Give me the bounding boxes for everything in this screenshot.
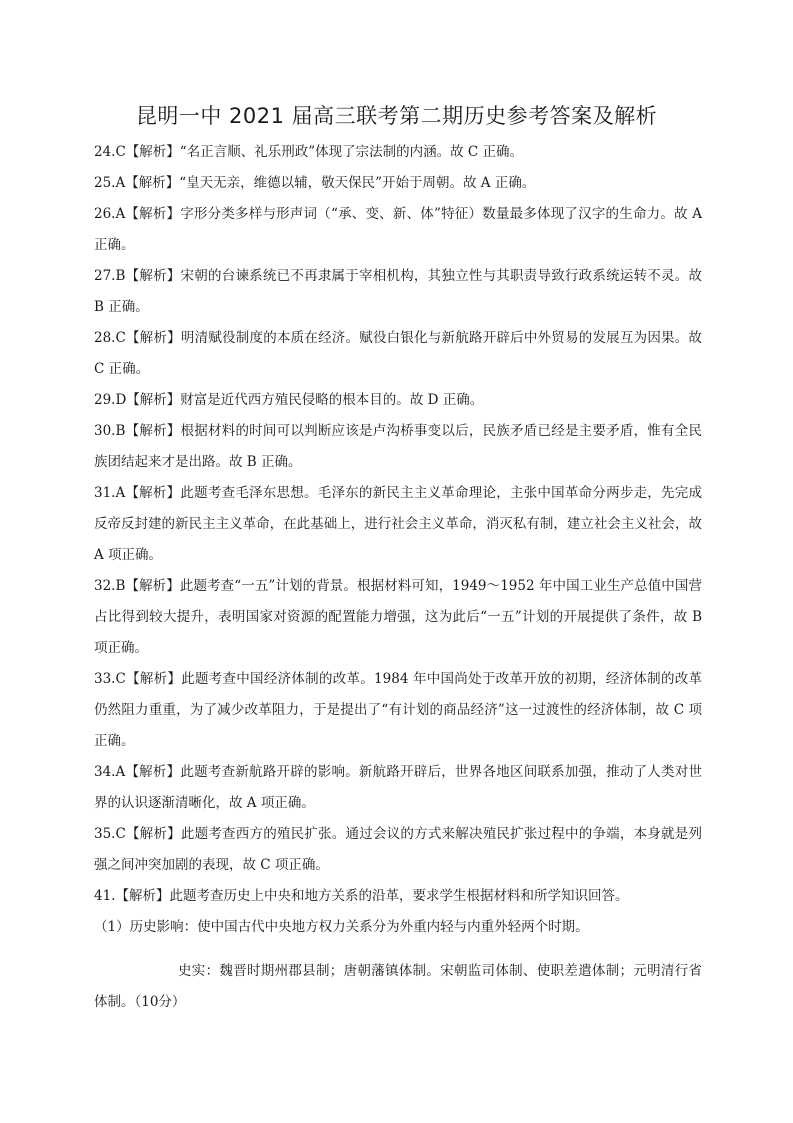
answer-30: 30.B【解析】根据材料的时间可以判断应该是卢沟桥事变以后，民族矛盾已经是主要矛盾，惟有全民族团结起来才是出路。故 B 正确。: [94, 423, 702, 470]
answer-31: 31.A【解析】此题考查毛泽东思想。毛泽东的新民主主义革命理论，主张中国革命分两步走，先完成反帝反封建的新民主主义革命，在此基础上，进行社会主义革命，消灭私有制，建立社会主义社会，故 A 项正确。: [94, 485, 702, 563]
answer-27: 27.B【解析】宋朝的台谏系统已不再隶属于宰相机构，其独立性与其职责导致行政系统运转不灵。故 B 正确。: [94, 268, 702, 315]
answer-26: 26.A【解析】字形分类多样与形声词（“承、变、新、体”特征）数量最多体现了汉字的生命力。故 A 正确。: [94, 206, 702, 253]
answer-25: 25.A【解析】“皇天无亲，维德以辅，敬天保民”开始于周朝。故 A 正确。: [94, 175, 536, 191]
answer-41: 41.【解析】此题考查历史上中央和地方关系的沿革，要求学生根据材料和所学知识回答。: [94, 888, 629, 904]
answer-41-part1: （1）历史影响：使中国古代中央地方权力关系分为外重内轻与内重外轻两个时期。: [94, 919, 589, 935]
answer-29: 29.D【解析】财富是近代西方殖民侵略的根本目的。故 D 正确。: [94, 392, 484, 408]
answer-24: 24.C【解析】“名正言顺、礼乐刑政”体现了宗法制的内涵。故 C 正确。: [94, 144, 524, 160]
answer-41-facts: 史实：魏晋时期州郡县制；唐朝藩镇体制。宋朝监司体制、使职差遣体制；元明清行省体制。（10分）: [94, 963, 702, 1010]
answer-33: 33.C【解析】此题考查中国经济体制的改革。1984 年中国尚处于改革开放的初期，经济体制的改革仍然阻力重重，为了减少改革阻力，于是提出了“有计划的商品经济”这一过渡性的经济体制，故 C 项正确。: [94, 671, 702, 749]
answer-35: 35.C【解析】此题考查西方的殖民扩张。通过会议的方式来解决殖民扩张过程中的争端，本身就是列强之间冲突加剧的表现，故 C 项正确。: [94, 826, 702, 873]
answer-28: 28.C【解析】明清赋役制度的本质在经济。赋役白银化与新航路开辟后中外贸易的发展互为因果。故 C 正确。: [94, 330, 702, 377]
answer-32: 32.B【解析】此题考查“一五”计划的背景。根据材料可知，1949～1952 年中国工业生产总值中国营占比得到较大提升，表明国家对资源的配置能力增强，这为此后“一五”计划的开展提供了条件，故 B 项正确。: [94, 578, 702, 656]
page-title: 昆明一中 2021 届高三联考第二期历史参考答案及解析: [135, 104, 658, 128]
answer-34: 34.A【解析】此题考查新航路开辟的影响。新航路开辟后，世界各地区间联系加强，推动了人类对世界的认识逐渐清晰化，故 A 项正确。: [94, 764, 702, 811]
